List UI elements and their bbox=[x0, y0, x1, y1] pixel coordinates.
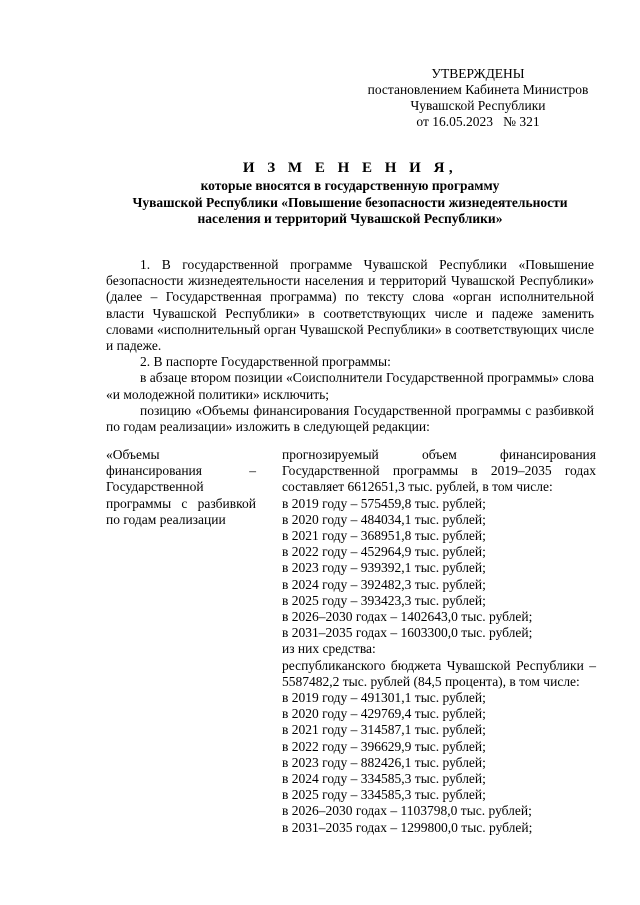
paragraph-3: в абзаце втором позиции «Соисполнители Государственной программы» слова «и молодежной политики» исключить; bbox=[106, 370, 594, 402]
republic-year-2020: в 2020 году – 429769,4 тыс. рублей; bbox=[282, 706, 486, 722]
title-line-2: Чувашской Республики «Повышение безопасности жизнедеятельности bbox=[132, 194, 568, 210]
republic-year-2023: в 2023 году – 882426,1 тыс. рублей; bbox=[282, 754, 486, 770]
position-label: «Объемы финансирования – Государственной программы с разбивкой по годам реализации bbox=[106, 447, 256, 527]
document-body bbox=[106, 257, 594, 435]
paragraph-4: позицию «Объемы финансирования Государственной программы с разбивкой по годам реализации» изложить в следующей редакции: bbox=[106, 402, 594, 435]
title-line-1: которые вносятся в государственную программу bbox=[200, 178, 500, 193]
total-year-2021: в 2021 году – 368951,8 тыс. рублей; bbox=[282, 528, 486, 544]
total-year-2023: в 2023 году – 939392,1 тыс. рублей; bbox=[282, 560, 486, 576]
total-year-2024: в 2024 году – 392482,3 тыс. рублей; bbox=[282, 576, 486, 592]
republic-year-2024: в 2024 году – 334585,3 тыс. рублей; bbox=[282, 771, 486, 787]
total-years-2031-2035: в 2031–2035 годах – 1603300,0 тыс. рублей; bbox=[282, 625, 533, 641]
approval-date: от 16.05.2023 № 321 bbox=[416, 114, 540, 129]
approval-heading: УТВЕРЖДЕНЫ bbox=[431, 66, 525, 81]
total-year-2019: в 2019 году – 575459,8 тыс. рублей; bbox=[282, 495, 486, 511]
approval-stamp bbox=[360, 66, 596, 130]
republic-years-2031-2035: в 2031–2035 годах – 1299800,0 тыс. рублей; bbox=[282, 819, 533, 835]
republic-year-2019: в 2019 году – 491301,1 тыс. рублей; bbox=[282, 690, 486, 706]
republic-year-2021: в 2021 году – 314587,1 тыс. рублей; bbox=[282, 722, 486, 738]
total-year-2020: в 2020 году – 484034,1 тыс. рублей; bbox=[282, 511, 486, 527]
republic-year-2022: в 2022 году – 396629,9 тыс. рублей; bbox=[282, 738, 486, 754]
total-year-2025: в 2025 году – 393423,3 тыс. рублей; bbox=[282, 592, 486, 608]
approval-region: Чувашской Республики bbox=[410, 98, 546, 113]
paragraph-1: 1. В государственной программе Чувашской Республики «Повышение безопасности жизнедеятельности населения и территорий Чувашской Республики» (далее – Государственная программа) по тексту слова «орган исполнительной власти Чувашской Республики» в соответствующих числе и падеже заменить словами «исполнительный орган Чувашской Республики» в соответствующих числе и падеже. bbox=[106, 257, 594, 354]
of-which-label: из них средства: bbox=[282, 641, 376, 657]
paragraph-2: 2. В паспорте Государственной программы: bbox=[140, 354, 391, 370]
title-caption: И З М Е Н Е Н И Я, bbox=[242, 160, 458, 176]
republic-year-2025: в 2025 году – 334585,3 тыс. рублей; bbox=[282, 787, 486, 803]
position-content bbox=[282, 447, 596, 836]
document-title bbox=[100, 158, 600, 228]
approval-authority: постановлением Кабинета Министров bbox=[367, 82, 589, 97]
total-year-2022: в 2022 году – 452964,9 тыс. рублей; bbox=[282, 544, 486, 560]
republic-budget-intro: республиканского бюджета Чувашской Республики – 5587482,2 тыс. рублей (84,5 процента), в том числе: bbox=[282, 657, 596, 689]
republic-years-2026-2030: в 2026–2030 годах – 1103798,0 тыс. рублей; bbox=[282, 803, 532, 819]
title-line-3: населения и территорий Чувашской Республики» bbox=[197, 211, 503, 226]
total-years-2026-2030: в 2026–2030 годах – 1402643,0 тыс. рублей; bbox=[282, 609, 533, 625]
funding-intro: прогнозируемый объем финансирования Государственной программы в 2019–2035 годах составляет 6612651,3 тыс. рублей, в том числе: bbox=[282, 447, 596, 495]
